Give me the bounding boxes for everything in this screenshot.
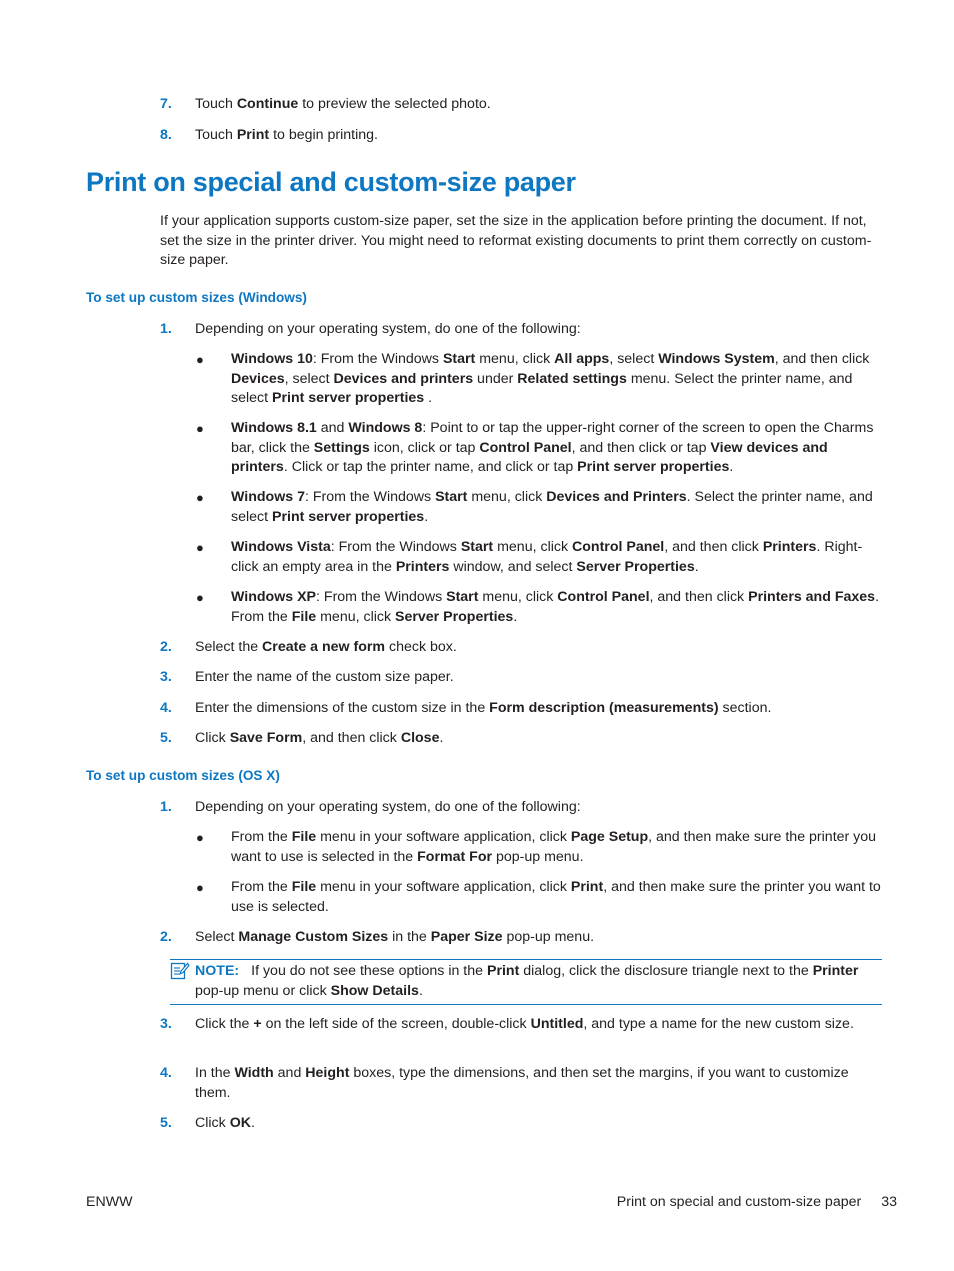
text-run: menu, click bbox=[478, 589, 558, 605]
text-run: Click bbox=[195, 730, 230, 746]
bold-term: Print server properties bbox=[577, 459, 730, 476]
bold-term: Page Setup bbox=[570, 829, 649, 845]
step-text bbox=[195, 638, 885, 658]
text-run: Click the bbox=[195, 1016, 254, 1032]
text-run: From the bbox=[231, 879, 292, 895]
step-number: 4. bbox=[160, 1065, 172, 1081]
bold-term: Untitled bbox=[530, 1016, 584, 1032]
bullet-icon: ● bbox=[196, 590, 204, 605]
bold-term: OK bbox=[229, 1115, 251, 1131]
bullet-icon: ● bbox=[196, 830, 204, 845]
text-run: section. bbox=[718, 700, 772, 716]
bold-term: Height bbox=[305, 1065, 350, 1081]
text-run: . bbox=[439, 730, 444, 746]
step-text bbox=[195, 1015, 885, 1035]
text-run: Click bbox=[195, 1115, 230, 1131]
bold-term: Server Properties bbox=[576, 558, 695, 575]
bold-term: Windows Vista bbox=[231, 539, 331, 555]
bold-term: Windows 10 bbox=[231, 351, 313, 367]
text-run: From the bbox=[231, 829, 292, 845]
text-run: : From the Windows bbox=[304, 489, 436, 505]
text-run: Select the bbox=[195, 639, 263, 655]
text-run: . Right-click an empty area in the bbox=[231, 539, 863, 575]
text-run: : From the Windows bbox=[316, 589, 447, 605]
text-run: menu, click bbox=[316, 608, 396, 625]
footer-right bbox=[617, 1193, 897, 1213]
text-run: . Select the printer name, and select bbox=[231, 489, 873, 525]
step-text bbox=[195, 1064, 885, 1103]
text-run: , and then click bbox=[302, 730, 401, 746]
bold-term: Form description (measurements) bbox=[489, 700, 719, 716]
text-run: check box. bbox=[385, 639, 457, 655]
text-run: , and then click or tap bbox=[571, 439, 711, 456]
bold-term: Windows 8.1 bbox=[231, 420, 317, 436]
text-run: Enter the name of the custom size paper. bbox=[195, 669, 454, 685]
bold-term: Printers bbox=[395, 558, 450, 575]
text-run: . bbox=[418, 982, 423, 999]
note-label: NOTE: bbox=[195, 963, 240, 979]
bold-term: Printers bbox=[762, 539, 817, 555]
bold-term: Server Properties bbox=[395, 608, 514, 625]
step-text bbox=[195, 928, 885, 948]
text-run: and bbox=[273, 1065, 306, 1081]
bold-term: Create a new form bbox=[262, 639, 386, 655]
bold-term: Printers and Faxes bbox=[748, 589, 876, 605]
text-run: . bbox=[694, 558, 699, 575]
step-number: 3. bbox=[160, 1016, 172, 1032]
text-run: menu, click bbox=[467, 489, 547, 505]
text-run: icon, click or tap bbox=[369, 439, 480, 456]
text-run: , and then make sure the printer you want to use is selected. bbox=[231, 879, 881, 915]
bold-term: Printer bbox=[812, 963, 859, 979]
bold-term: Width bbox=[234, 1065, 274, 1081]
footer-section-title: Print on special and custom-size paper bbox=[616, 1194, 862, 1210]
windows-bullet bbox=[231, 419, 883, 478]
step-number: 1. bbox=[160, 321, 172, 337]
text-run: . Click or tap the printer name, and click or tap bbox=[283, 459, 578, 476]
bold-term: Print bbox=[486, 963, 520, 979]
bold-term: Format For bbox=[417, 848, 493, 865]
page-number: 33 bbox=[881, 1194, 897, 1210]
bold-term: Manage Custom Sizes bbox=[238, 929, 389, 945]
text-run: and bbox=[316, 420, 349, 436]
windows-bullet bbox=[231, 488, 883, 527]
text-run: . bbox=[729, 459, 734, 476]
step-text bbox=[195, 729, 885, 749]
bold-term: Control Panel bbox=[479, 439, 572, 456]
step-text bbox=[195, 1114, 885, 1134]
step-text: Touch Print to begin printing. bbox=[195, 127, 378, 143]
step-text: Depending on your operating system, do one of the following: bbox=[195, 799, 581, 815]
bullet-icon: ● bbox=[196, 490, 204, 505]
windows-bullet bbox=[231, 538, 883, 577]
step-text bbox=[195, 668, 885, 688]
text-run: menu in your software application, click bbox=[316, 879, 571, 895]
text-run: Select bbox=[195, 929, 239, 945]
bold-term: Control Panel bbox=[557, 589, 650, 605]
step-text bbox=[195, 699, 885, 719]
text-run: , select bbox=[284, 370, 334, 387]
bold-term: View devices and printers bbox=[231, 439, 828, 476]
step-number: 5. bbox=[160, 730, 172, 746]
bold-term: Start bbox=[435, 489, 468, 505]
text-run: pop-up menu. bbox=[502, 929, 595, 945]
step-number: 7. bbox=[160, 96, 172, 112]
bold-term: Print server properties bbox=[272, 390, 425, 407]
text-run: , and then click bbox=[774, 351, 870, 367]
bold-term: Print server properties bbox=[272, 508, 425, 525]
bold-term: Show Details bbox=[330, 982, 419, 999]
bold-term: Windows 7 bbox=[231, 489, 305, 505]
osx-bullet bbox=[231, 828, 883, 867]
text-run: , and then make sure the printer you want to use is selected in the bbox=[231, 829, 877, 865]
text-run: . bbox=[513, 608, 518, 625]
bold-term: Devices and Printers bbox=[546, 489, 687, 505]
text-run: in the bbox=[388, 929, 431, 945]
bold-term: All apps bbox=[554, 351, 610, 367]
osx-bullet bbox=[231, 878, 883, 917]
bold-term: Devices and printers bbox=[333, 370, 474, 387]
bold-term: Windows XP bbox=[231, 589, 317, 605]
bold-term: Paper Size bbox=[430, 929, 503, 945]
bold-term: Print bbox=[570, 879, 604, 895]
bold-term: File bbox=[291, 829, 317, 845]
step-number: 1. bbox=[160, 799, 172, 815]
bold-term: File bbox=[291, 879, 317, 895]
text-run: on the left side of the screen, double-click bbox=[261, 1016, 531, 1032]
bold-term: Start bbox=[442, 351, 476, 367]
text-run: dialog, click the disclosure triangle next to the bbox=[519, 963, 813, 979]
bold-term: Close bbox=[400, 730, 440, 746]
text-run: menu, click bbox=[493, 539, 572, 555]
osx-heading: To set up custom sizes (OS X) bbox=[86, 768, 280, 783]
step-number: 5. bbox=[160, 1115, 172, 1131]
bold-term: Start bbox=[460, 539, 494, 555]
text-run: . bbox=[250, 1115, 255, 1131]
text-run: Enter the dimensions of the custom size in the bbox=[195, 700, 490, 716]
text-run: . From the bbox=[231, 589, 880, 625]
text-run: , and then click bbox=[649, 589, 749, 605]
text-run: boxes, type the dimensions, and then set the margins, if you want to customize them. bbox=[195, 1065, 849, 1101]
text-run: , and type a name for the new custom size. bbox=[583, 1016, 854, 1032]
text-run: . bbox=[424, 508, 429, 525]
bold-term: Start bbox=[446, 589, 479, 605]
step-text: Depending on your operating system, do one of the following: bbox=[195, 321, 581, 337]
text-run: pop-up menu. bbox=[492, 848, 584, 865]
text-run: under bbox=[473, 370, 518, 387]
bold-term: Control Panel bbox=[572, 539, 665, 555]
windows-heading: To set up custom sizes (Windows) bbox=[86, 290, 307, 305]
step-number: 3. bbox=[160, 669, 172, 685]
step-number: 4. bbox=[160, 700, 172, 716]
text-run: window, and select bbox=[449, 558, 577, 575]
footer-label: ENWW bbox=[86, 1194, 133, 1210]
text-run: : From the Windows bbox=[330, 539, 461, 555]
note-text bbox=[195, 962, 881, 1001]
bullet-icon: ● bbox=[196, 421, 204, 436]
step-number: 2. bbox=[160, 639, 172, 655]
step-number: 2. bbox=[160, 929, 172, 945]
bold-term: File bbox=[291, 608, 317, 625]
bold-term: Devices bbox=[231, 370, 285, 387]
page-title: Print on special and custom-size paper bbox=[86, 167, 576, 197]
bullet-icon: ● bbox=[196, 880, 204, 895]
text-run: . bbox=[424, 390, 433, 407]
text-run: , and then click bbox=[664, 539, 763, 555]
text-run: : Point to or tap the upper-right corner of the screen to open the Charms bar, click the bbox=[231, 420, 874, 456]
bullet-icon: ● bbox=[196, 352, 204, 367]
windows-bullet bbox=[231, 588, 883, 627]
note-icon bbox=[170, 961, 190, 981]
windows-bullet bbox=[231, 350, 883, 409]
bold-term: Windows System bbox=[658, 351, 775, 367]
bold-term: Save Form bbox=[229, 730, 303, 746]
text-run: In the bbox=[195, 1065, 235, 1081]
bold-term: Settings bbox=[313, 439, 370, 456]
text-run: , select bbox=[609, 351, 659, 367]
text-run: menu, click bbox=[475, 351, 555, 367]
note-box bbox=[170, 959, 882, 1005]
bullet-icon: ● bbox=[196, 540, 204, 555]
step-text: Touch Continue to preview the selected photo. bbox=[195, 96, 491, 112]
step-number: 8. bbox=[160, 127, 172, 143]
text-run: menu in your software application, click bbox=[316, 829, 571, 845]
bold-term: + bbox=[253, 1016, 262, 1032]
bold-term: Windows 8 bbox=[348, 420, 423, 436]
text-run: menu. Select the printer name, and select bbox=[231, 370, 853, 407]
bold-term: Related settings bbox=[517, 370, 627, 387]
text-run: If you do not see these options in the bbox=[251, 963, 487, 979]
text-run: : From the Windows bbox=[312, 351, 443, 367]
intro-paragraph: If your application supports custom-size paper, set the size in the application before printing the document. If not, set the size in the printer driver. You might need to reformat existing documents to print them correctly on custom-size paper. bbox=[160, 213, 872, 269]
text-run: pop-up menu or click bbox=[195, 982, 331, 999]
